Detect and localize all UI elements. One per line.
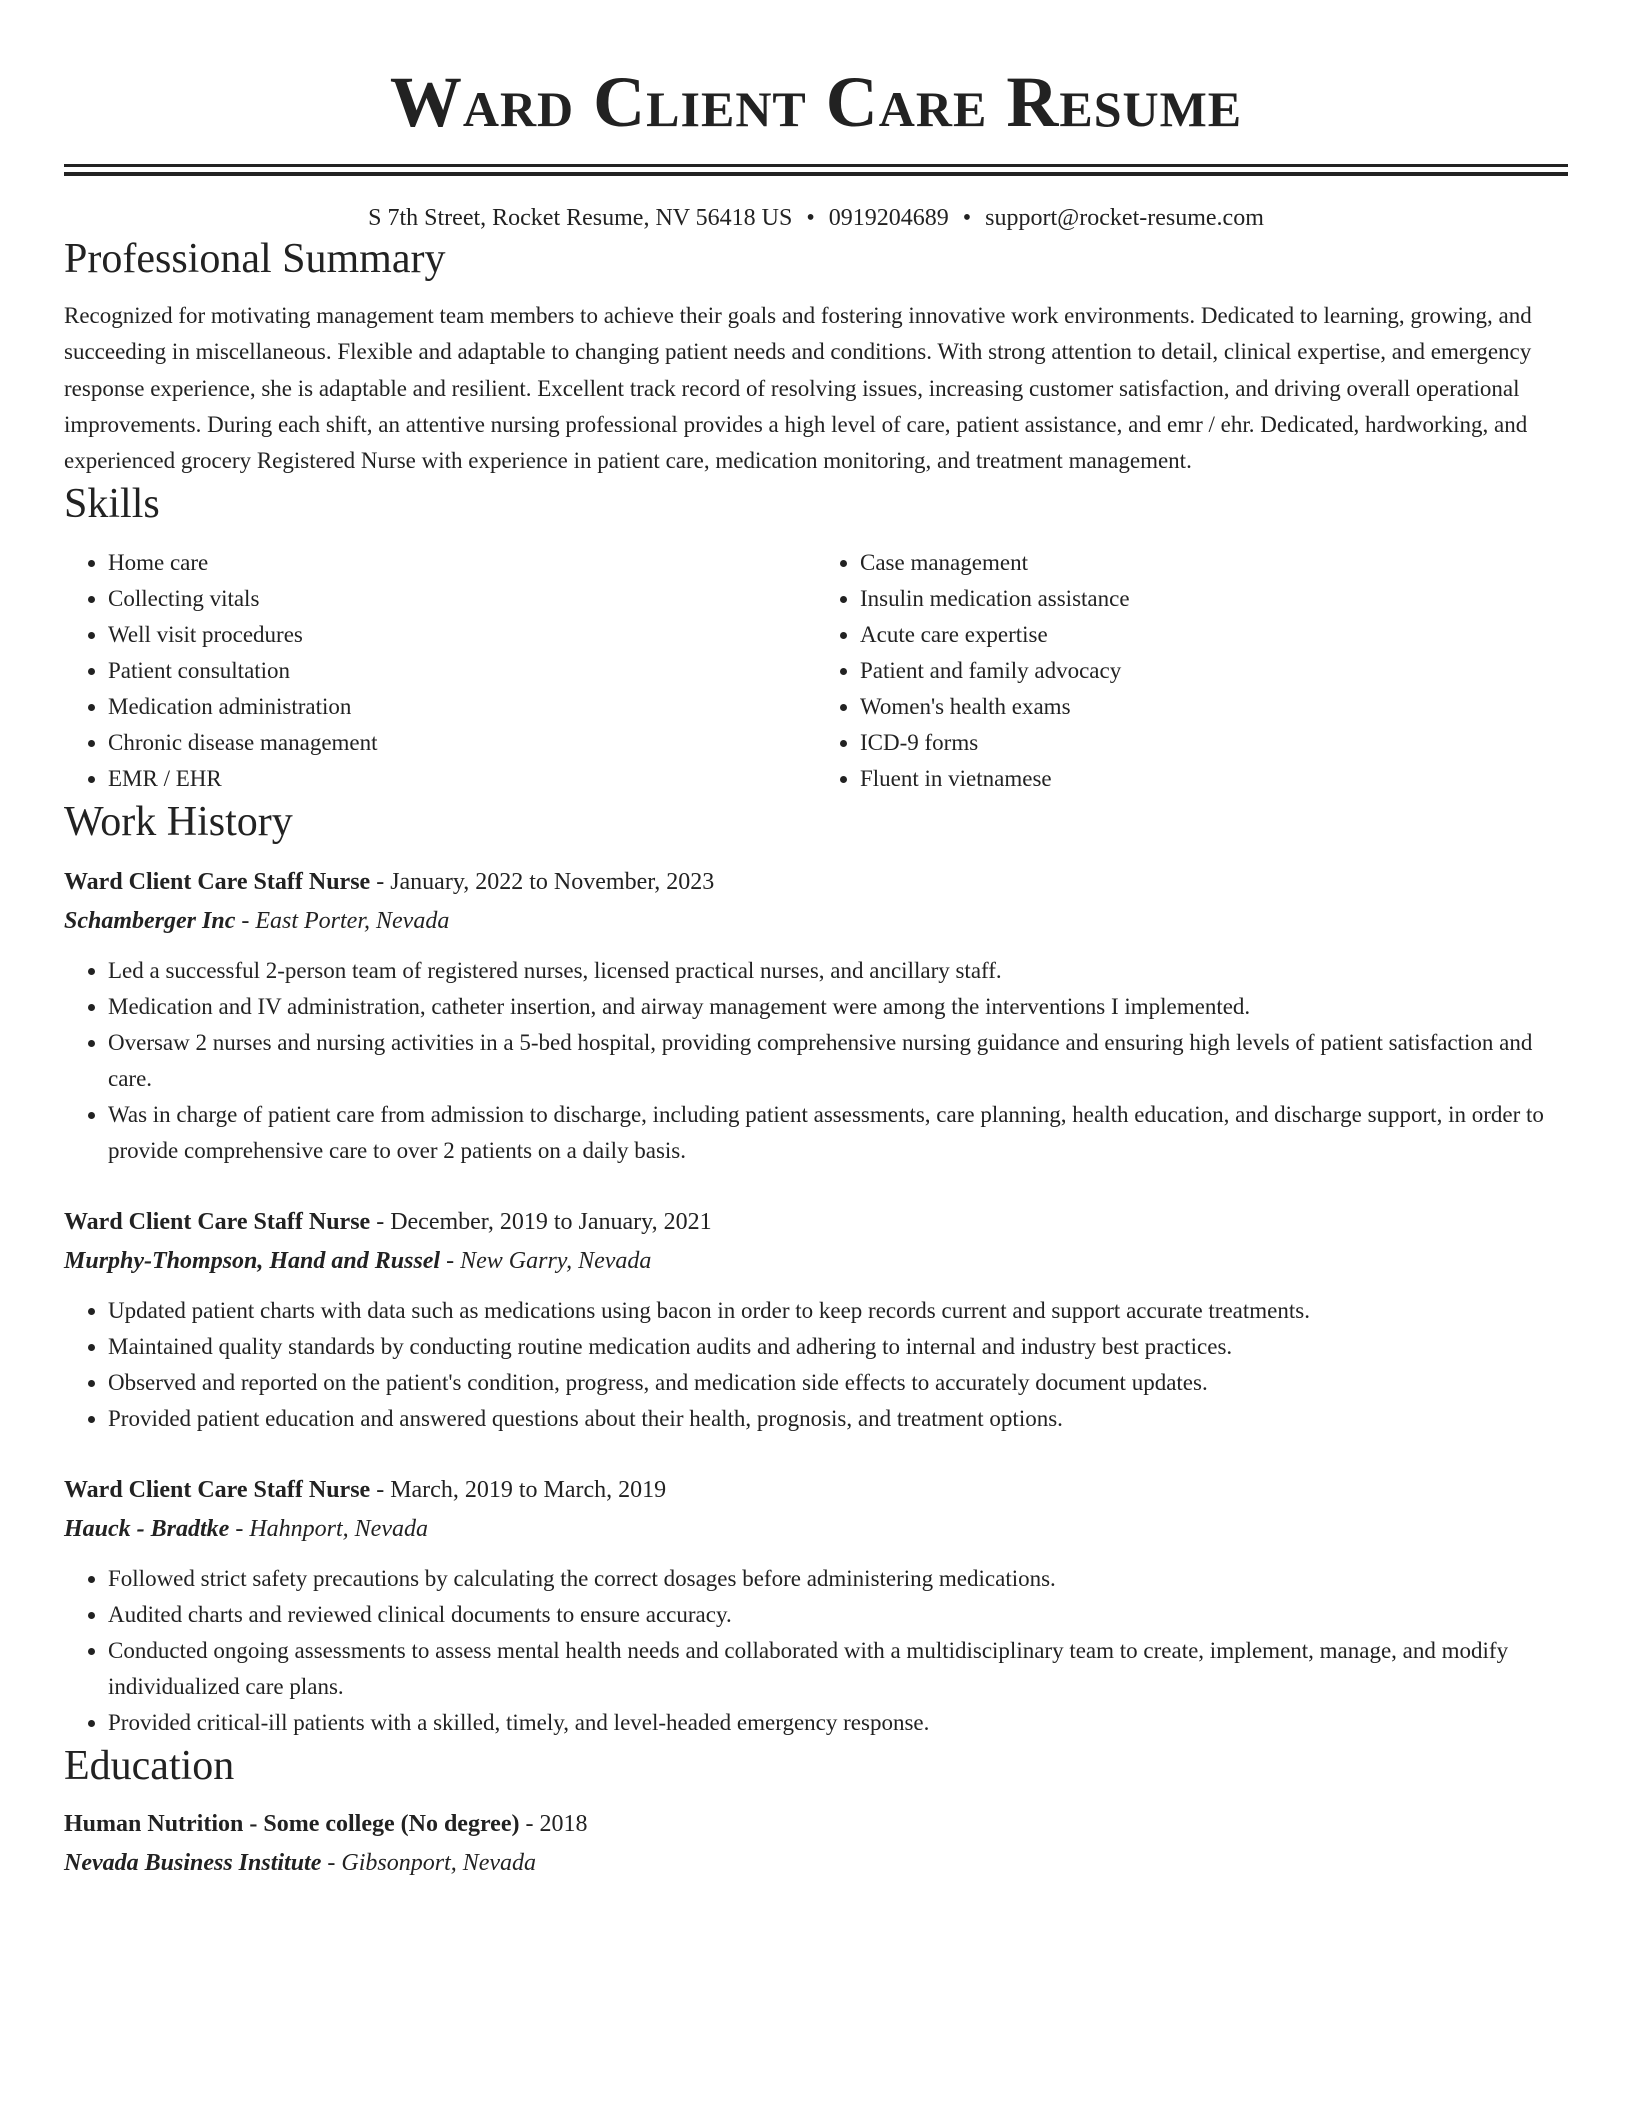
job-bullets <box>64 1561 1568 1741</box>
job-bullet: • Was in charge of patient care from admission to discharge, including patient assessments, care planning, health education, and discharge support, in order to provide comprehensive care to over 2 patients on a daily basis. <box>108 1097 1568 1169</box>
education-heading: Education <box>64 1743 235 1790</box>
job-dates: December, 2019 to January, 2021 <box>390 1209 712 1236</box>
job-bullet: • Led a successful 2-person team of registered nurses, licensed practical nurses, and ancillary staff. <box>108 953 1568 989</box>
skills-grid <box>64 545 1568 797</box>
skill-item: • Acute care expertise <box>860 617 1568 653</box>
job-employer <box>64 1241 1568 1281</box>
contact-address: S 7th Street, Rocket Resume, NV 56418 US <box>368 205 793 231</box>
skill-item: • Well visit procedures <box>108 617 816 653</box>
job-location: East Porter, Nevada <box>255 908 450 935</box>
job-bullet: • Followed strict safety precautions by calculating the correct dosages before administering medications. <box>108 1561 1568 1597</box>
skill-item: • Fluent in vietnamese <box>860 761 1568 797</box>
job-title: Ward Client Care Staff Nurse <box>64 1477 371 1504</box>
skills-column-left <box>64 545 816 797</box>
job-entry <box>64 1471 1568 1741</box>
skill-item: • Home care <box>108 545 816 581</box>
education-location: Gibsonport, Nevada <box>341 1850 537 1877</box>
skill-item: • Chronic disease management <box>108 725 816 761</box>
education-dash: - <box>321 1850 342 1877</box>
summary-heading: Professional Summary <box>64 236 446 282</box>
work-history-heading: Work History <box>64 799 293 846</box>
education-year: 2018 <box>539 1811 588 1838</box>
job-bullets <box>64 953 1568 1169</box>
skill-item: • Collecting vitals <box>108 581 816 617</box>
job-bullet: • Conducted ongoing assessments to assess mental health needs and collaborated with a multidisciplinary team to create, implement, manage, and modify individualized care plans. <box>108 1633 1568 1705</box>
skills-heading: Skills <box>64 481 160 528</box>
resume-title: Ward Client Care Resume <box>389 62 1243 142</box>
job-bullet: • Oversaw 2 nurses and nursing activities in a 5-bed hospital, providing comprehensive nursing guidance and ensuring high levels of patient satisfaction and care. <box>108 1025 1568 1097</box>
job-dates: March, 2019 to March, 2019 <box>390 1477 667 1504</box>
skill-item: • ICD-9 forms <box>860 725 1568 761</box>
skill-item: • Medication administration <box>108 689 816 725</box>
contact-line <box>64 202 1568 234</box>
job-entry <box>64 863 1568 1169</box>
job-title: Ward Client Care Staff Nurse <box>64 1209 371 1236</box>
education-header <box>64 1805 1568 1843</box>
job-header <box>64 863 1568 901</box>
job-bullet: • Observed and reported on the patient's condition, progress, and medication side effects to accurately document updates. <box>108 1365 1568 1401</box>
job-company: Murphy-Thompson, Hand and Russel <box>64 1248 441 1275</box>
skill-item: • Patient consultation <box>108 653 816 689</box>
job-dash: - <box>229 1516 250 1543</box>
job-bullet: • Maintained quality standards by conducting routine medication audits and adhering to internal and industry best practices. <box>108 1329 1568 1365</box>
job-dash: - <box>370 1477 391 1504</box>
skills-column-right <box>816 545 1568 797</box>
summary-text: Recognized for motivating management team members to achieve their goals and fostering innovative work environments. Dedicated to learning, growing, and succeeding in miscellaneous. Flexible and adaptable to changing patient needs and conditions. With strong attention to detail, clinical expertise, and emergency response experience, she is adaptable and resilient. Excellent track record of resolving issues, increasing customer satisfaction, and driving overall operational improvements. During each shift, an attentive nursing professional provides a high level of care, patient assistance, and emr / ehr. Dedicated, hardworking, and experienced grocery Registered Nurse with experience in patient care, medication monitoring, and treatment management. <box>64 303 1532 474</box>
job-bullet: • Provided critical-ill patients with a skilled, timely, and level-headed emergency response. <box>108 1705 1568 1741</box>
job-company: Hauck - Bradtke <box>64 1516 230 1543</box>
contact-separator: • <box>806 205 815 231</box>
contact-separator: • <box>962 205 972 231</box>
job-bullet: • Provided patient education and answered questions about their health, prognosis, and treatment options. <box>108 1401 1568 1437</box>
job-entry <box>64 1203 1568 1437</box>
job-bullets <box>64 1293 1568 1437</box>
job-header <box>64 1471 1568 1509</box>
job-bullet: • Medication and IV administration, catheter insertion, and airway management were among the interventions I implemented. <box>108 989 1568 1025</box>
contact-email: support@rocket-resume.com <box>985 205 1264 231</box>
education-entry <box>64 1805 1568 1883</box>
job-title: Ward Client Care Staff Nurse <box>64 869 371 896</box>
job-dash: - <box>370 869 391 896</box>
education-dash: - <box>519 1811 540 1838</box>
job-dash: - <box>370 1209 391 1236</box>
skill-item: • EMR / EHR <box>108 761 816 797</box>
skill-item: • Patient and family advocacy <box>860 653 1568 689</box>
job-dash: - <box>440 1248 461 1275</box>
skill-item: • Insulin medication assistance <box>860 581 1568 617</box>
education-school-line <box>64 1843 1568 1883</box>
education-degree: Human Nutrition - Some college (No degree) <box>64 1811 520 1838</box>
skill-item: • Case management <box>860 545 1568 581</box>
job-bullet: • Audited charts and reviewed clinical documents to ensure accuracy. <box>108 1597 1568 1633</box>
job-company: Schamberger Inc <box>64 908 236 935</box>
job-dates: January, 2022 to November, 2023 <box>390 869 715 896</box>
contact-phone: 0919204689 <box>828 205 949 231</box>
job-employer <box>64 1509 1568 1549</box>
job-location: Hahnport, Nevada <box>249 1516 428 1543</box>
education-school: Nevada Business Institute <box>64 1850 322 1877</box>
job-employer <box>64 901 1568 941</box>
job-location: New Garry, Nevada <box>460 1248 652 1275</box>
job-header <box>64 1203 1568 1241</box>
skill-item: • Women's health exams <box>860 689 1568 725</box>
title-divider <box>64 164 1568 176</box>
job-dash: - <box>235 908 256 935</box>
job-bullet: • Updated patient charts with data such as medications using bacon in order to keep records current and support accurate treatments. <box>108 1293 1568 1329</box>
